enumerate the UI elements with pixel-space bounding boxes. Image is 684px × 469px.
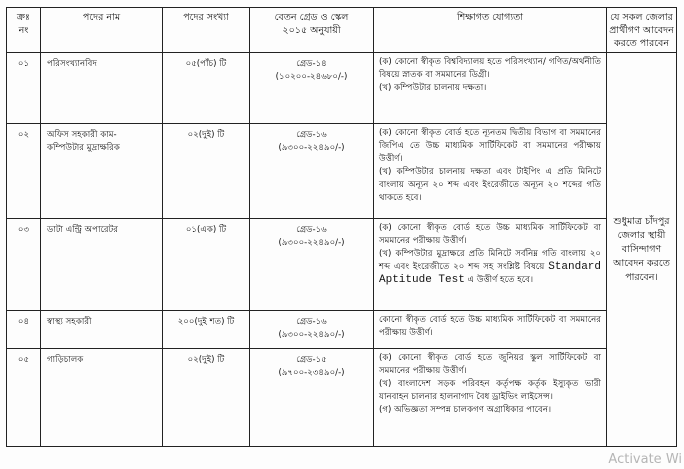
qualification-item: (গ) অভিজ্ঞতা সম্পন্ন চালকগণ অগ্রাধিকার পাবেন। xyxy=(379,405,552,415)
row-serial: ০১ xyxy=(7,53,41,124)
qualification-item: (খ) কম্পিউটার চালনায় দক্ষতা এবং টাইপিং এ প্রতি মিনিটে বাংলায় অন্যূন ২০ শব্দ এবং ইংরেজীতে অন্যূন ২০ শব্দের গতি থাকতে হবে। xyxy=(379,167,601,203)
table-row xyxy=(7,349,677,447)
header-row xyxy=(7,8,677,53)
row-post-count: ২০০(দুই শত) টি xyxy=(163,311,250,349)
row-grade xyxy=(250,124,374,219)
district-note-line: বাসিন্দাগণ xyxy=(621,243,662,255)
header-qualification: শিক্ষাগত যোগ্যতা xyxy=(374,8,607,53)
header-serial xyxy=(7,8,41,53)
grade-scale: (৯৭০০-২৩৪৯০/-) xyxy=(278,368,345,378)
grade-scale: (৯৩০০-২২৪৯০/-) xyxy=(278,330,345,340)
header-grade xyxy=(250,8,374,53)
grade-label: গ্রেড-১৬ xyxy=(296,317,327,327)
table-row xyxy=(7,53,677,124)
aptitude-test-phrase: Standard Aptitude Test xyxy=(379,261,601,286)
header-serial-line: নং xyxy=(18,25,29,36)
row-serial: ০৩ xyxy=(7,219,41,311)
row-post-name xyxy=(41,219,163,311)
row-post-name xyxy=(41,349,163,447)
qualification-item: (খ) কম্পিউটার মুদ্রাক্ষরে প্রতি মিনিটে সর্বনিম্ন গতি বাংলায় ২০ শব্দ এবং ইংরেজীতে ২০ শব্দ সহ সংশ্লিষ্ট বিষয়ে Standard Aptitude Test এ উত্তীর্ণ হতে হবে। xyxy=(379,249,601,286)
qualification-item: (খ) কম্পিউটার চালনায় দক্ষতা। xyxy=(379,83,487,93)
row-post-count: ০১(এক) টি xyxy=(163,219,250,311)
header-district-line: প্রার্থীগণ আবেদন xyxy=(609,25,674,36)
grade-scale: (১০২০০-২৪৬৮০/-) xyxy=(275,72,348,82)
district-note-line: পারবেন। xyxy=(625,271,658,283)
row-qualification xyxy=(374,219,607,311)
table-row xyxy=(7,311,677,349)
grade-scale: (৯৩০০-২২৪৯০/-) xyxy=(278,238,345,248)
recruitment-table xyxy=(6,7,677,447)
header-serial-line: ক্রঃ xyxy=(16,12,30,23)
header-grade-line: বেতন গ্রেড ও স্কেল xyxy=(274,12,349,23)
row-grade xyxy=(250,53,374,124)
qualification-item: (ক) কোনো স্বীকৃত বোর্ড হতে জুনিয়র স্কুল সার্টিফিকেট বা সমমানের পরীক্ষায় উত্তীর্ণ। xyxy=(379,353,601,376)
header-district xyxy=(607,8,677,53)
row-post-name xyxy=(41,124,163,219)
header-district-line: যে সকল জেলার xyxy=(610,12,673,23)
district-note-line: জেলার স্থায়ী xyxy=(617,229,666,241)
row-post-name xyxy=(41,311,163,349)
recruitment-table-frame xyxy=(6,7,676,461)
row-post-count: ০২(দুই) টি xyxy=(163,124,250,219)
row-serial: ০৫ xyxy=(7,349,41,447)
district-note-cell xyxy=(607,53,677,447)
row-grade xyxy=(250,349,374,447)
post-name-line: স্বাস্থ্য সহকারী xyxy=(47,317,92,327)
grade-scale: (৯৩০০-২২৪৯০/-) xyxy=(278,143,345,153)
header-grade-line: ২০১৫ অনুযায়ী xyxy=(282,25,341,36)
qualification-item: কোনো স্বীকৃত বোর্ড হতে উচ্চ মাধ্যমিক সার্টিফিকেট বা সমমানের পরীক্ষায় উত্তীর্ণ। xyxy=(379,315,601,338)
post-name-line: কম্পিউটার মুদ্রাক্ষরিক xyxy=(47,143,120,153)
grade-label: গ্রেড-১৬ xyxy=(296,225,327,235)
grade-label: গ্রেড-১৪ xyxy=(296,59,327,69)
row-grade xyxy=(250,311,374,349)
grade-label: গ্রেড-১৫ xyxy=(296,355,327,365)
row-serial: ০২ xyxy=(7,124,41,219)
post-name-line: ডাটা এন্ট্রি অপারেটর xyxy=(47,225,119,235)
qualification-item: (ক) কোনো স্বীকৃত বিশ্ববিদ্যালয় হতে পরিসংখ্যান/ গণিত/অর্থনীতি বিষয়ে স্নাতক বা সমমানের ডিগ্রী। xyxy=(379,57,601,80)
row-grade xyxy=(250,219,374,311)
post-name-line: পরিসংখ্যানবিদ xyxy=(47,59,97,69)
row-serial: ০৪ xyxy=(7,311,41,349)
district-note-line: শুধুমাত্র চাঁদপুর xyxy=(613,215,670,227)
row-qualification xyxy=(374,53,607,124)
header-post-name: পদের নাম xyxy=(41,8,163,53)
qualification-item: (ক) কোনো স্বীকৃত বোর্ড হতে উচ্চ মাধ্যমিক সার্টিফিকেট বা সমমানের পরীক্ষায় উত্তীর্ণ। xyxy=(379,223,601,246)
header-post-count: পদের সংখ্যা xyxy=(163,8,250,53)
grade-label: গ্রেড-১৬ xyxy=(296,130,327,140)
qualification-item: (ক) কোনো স্বীকৃত বোর্ড হতে ন্যূনতম দ্বিতীয় বিভাগ বা সমমানের জিপিএ তে উচ্চ মাধ্যমিক সার্টিফিকেট বা সমমানের পরীক্ষায় উত্তীর্ণ। xyxy=(379,128,601,164)
post-name-line: অফিস সহকারী কাম- xyxy=(47,130,117,140)
qualification-item: (খ) বাংলাদেশ সড়ক পরিবহন কর্তৃপক্ষ কর্তৃক ইস্যুকৃত ভারী যানবাহন চালনার হালনাগাদ বৈধ ড্রাইভিং লাইসেন্স। xyxy=(379,379,601,402)
table-row xyxy=(7,124,677,219)
post-name-line: গাড়িচালক xyxy=(47,355,84,365)
header-district-line: করতে পারবেন xyxy=(613,38,670,49)
row-post-count: ০২(দুই) টি xyxy=(163,349,250,447)
row-post-name xyxy=(41,53,163,124)
row-qualification xyxy=(374,349,607,447)
row-qualification xyxy=(374,124,607,219)
row-qualification xyxy=(374,311,607,349)
table-row xyxy=(7,219,677,311)
row-post-count: ০৫(পাঁচ) টি xyxy=(163,53,250,124)
district-note-line: আবেদন করতে xyxy=(613,257,670,269)
activation-watermark: Activate Wi xyxy=(608,452,682,467)
